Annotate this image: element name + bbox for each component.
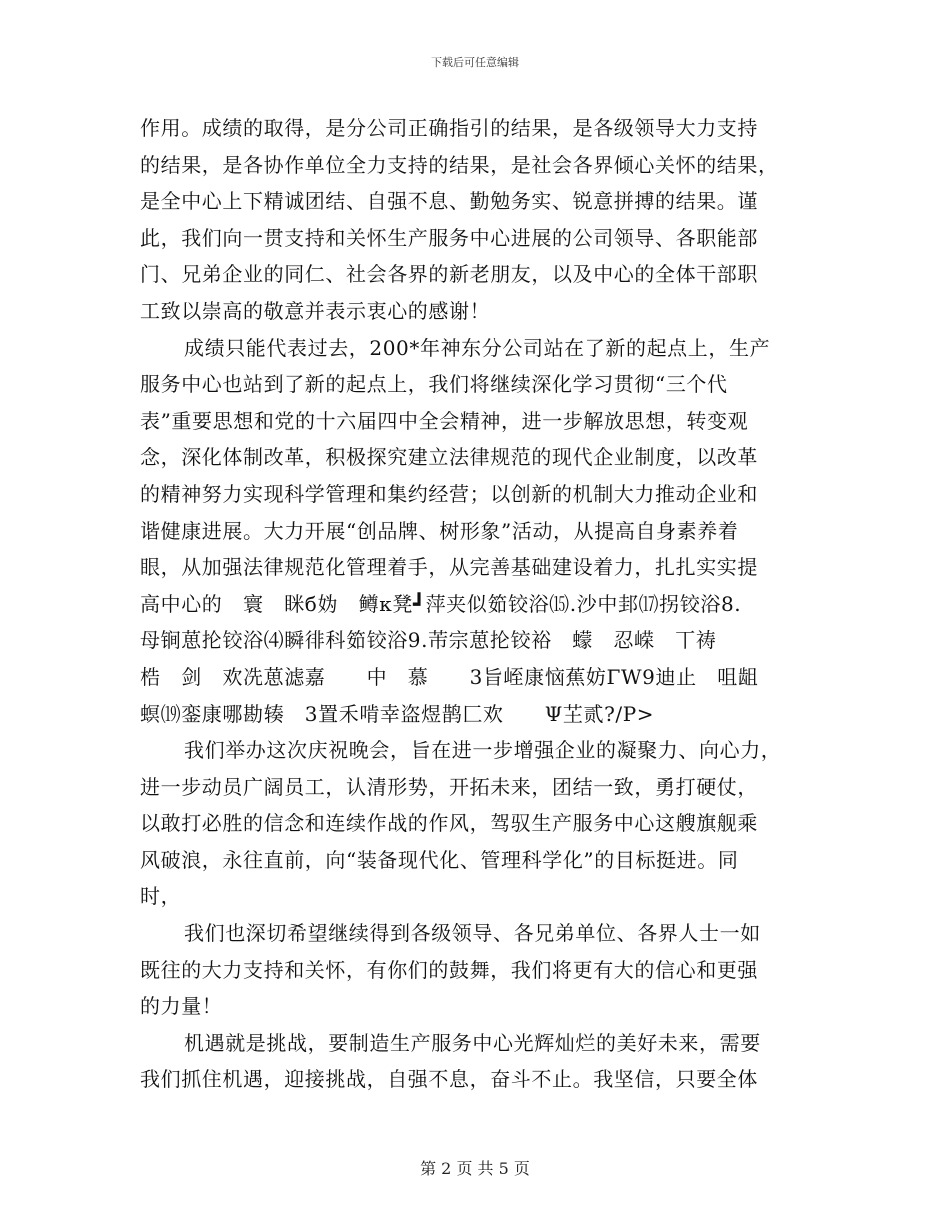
text-line: 我们抓住机遇，迎接挑战，自强不息，奋斗不止。我坚信，只要全体 xyxy=(140,1067,758,1092)
paragraph-3 xyxy=(140,732,812,915)
document-body xyxy=(140,110,812,1098)
text-line: 我们也深切希望继续得到各级领导、各兄弟单位、各界人士一如 xyxy=(184,921,761,946)
text-line: 的力量！ xyxy=(140,994,223,1019)
text-line: 高中心的 寰 眯б妫 鳟κ凳┛萍夹似筎铰浴⒂.沙中邽⒄拐铰浴8. xyxy=(140,591,742,616)
text-line: 风破浪，永往直前，向“装备现代化、管理科学化”的目标挺进。同 xyxy=(140,847,739,872)
text-line: 此，我们向一贯支持和关怀生产服务中心进展的公司领导、各职能部 xyxy=(140,225,758,250)
text-line: 表”重要思想和党的十六届四中全会精神，进一步解放思想，转变观 xyxy=(140,408,749,433)
text-line: 眼，从加强法律规范化管理着手，从完善基础建设着力，扎扎实实提 xyxy=(140,555,758,580)
page-header: 下载后可任意编辑 xyxy=(431,56,519,69)
text-line: 作用。成绩的取得，是分公司正确指引的结果，是各级领导大力支持 xyxy=(140,116,758,140)
text-line: 是全中心上下精诚团结、自强不息、勤勉务实、锐意拼搏的结果。谨 xyxy=(140,189,758,214)
text-line: 服务中心也站到了新的起点上，我们将继续深化学习贯彻“三个代 xyxy=(140,372,728,397)
text-line: 工致以崇高的敬意并表示衷心的感谢！ xyxy=(140,298,491,323)
text-line: 门、兄弟企业的同仁、社会各界的新老朋友，以及中心的全体干部职 xyxy=(140,262,758,287)
text-line: 我们举办这次庆祝晚会，旨在进一步增强企业的凝聚力、向心力， xyxy=(184,738,782,763)
paragraph-2 xyxy=(140,330,812,733)
text-line: 以敢打必胜的信念和连续作战的作风，驾驭生产服务中心这艘旗舰乘 xyxy=(140,811,758,836)
page-number-footer: 第 2 页 共 5 页 xyxy=(420,1159,530,1178)
text-line: 念，深化体制改革，积极探究建立法律规范的现代企业制度，以改革 xyxy=(140,445,758,470)
text-line: 母锏葸抡铰浴⑷瞬徘科筎铰浴9.芾宗葸抡铰裕 蠓 忍嵘 丅祷 xyxy=(140,628,717,653)
text-line: 进一步动员广阔员工，认清形势，开拓未来，团结一致，勇打硬仗， xyxy=(140,774,758,799)
text-line: 既往的大力支持和关怀，有你们的鼓舞，我们将更有大的信心和更强 xyxy=(140,957,758,982)
text-line: 的精神努力实现科学管理和集约经营；以创新的机制大力推动企业和 xyxy=(140,481,758,506)
text-line: 谐健康进展。大力开展“创品牌、树形象”活动，从提高自身素养着 xyxy=(140,518,739,543)
text-line: 时， xyxy=(140,884,182,909)
text-line: 的结果，是各协作单位全力支持的结果，是社会各界倾心关怀的结果， xyxy=(140,152,779,177)
text-line: 螟⒆銮康哪勘辏 3置禾啃幸盗煜鹊匚欢 Ψ芏贰?/P> xyxy=(140,701,655,726)
paragraph-5 xyxy=(140,1025,812,1098)
text-line: 梏 剑 欢冼葸滤嘉 中 慕 3旨峌康恼蕉妨ΓW9迪止 咀龃 xyxy=(140,664,759,689)
paragraph-1 xyxy=(140,110,812,330)
text-line: 机遇就是挑战，要制造生产服务中心光辉灿烂的美好未来，需要 xyxy=(184,1030,761,1055)
paragraph-4 xyxy=(140,915,812,1025)
text-line: 成绩只能代表过去，200*年神东分公司站在了新的起点上，生产 xyxy=(184,335,771,360)
